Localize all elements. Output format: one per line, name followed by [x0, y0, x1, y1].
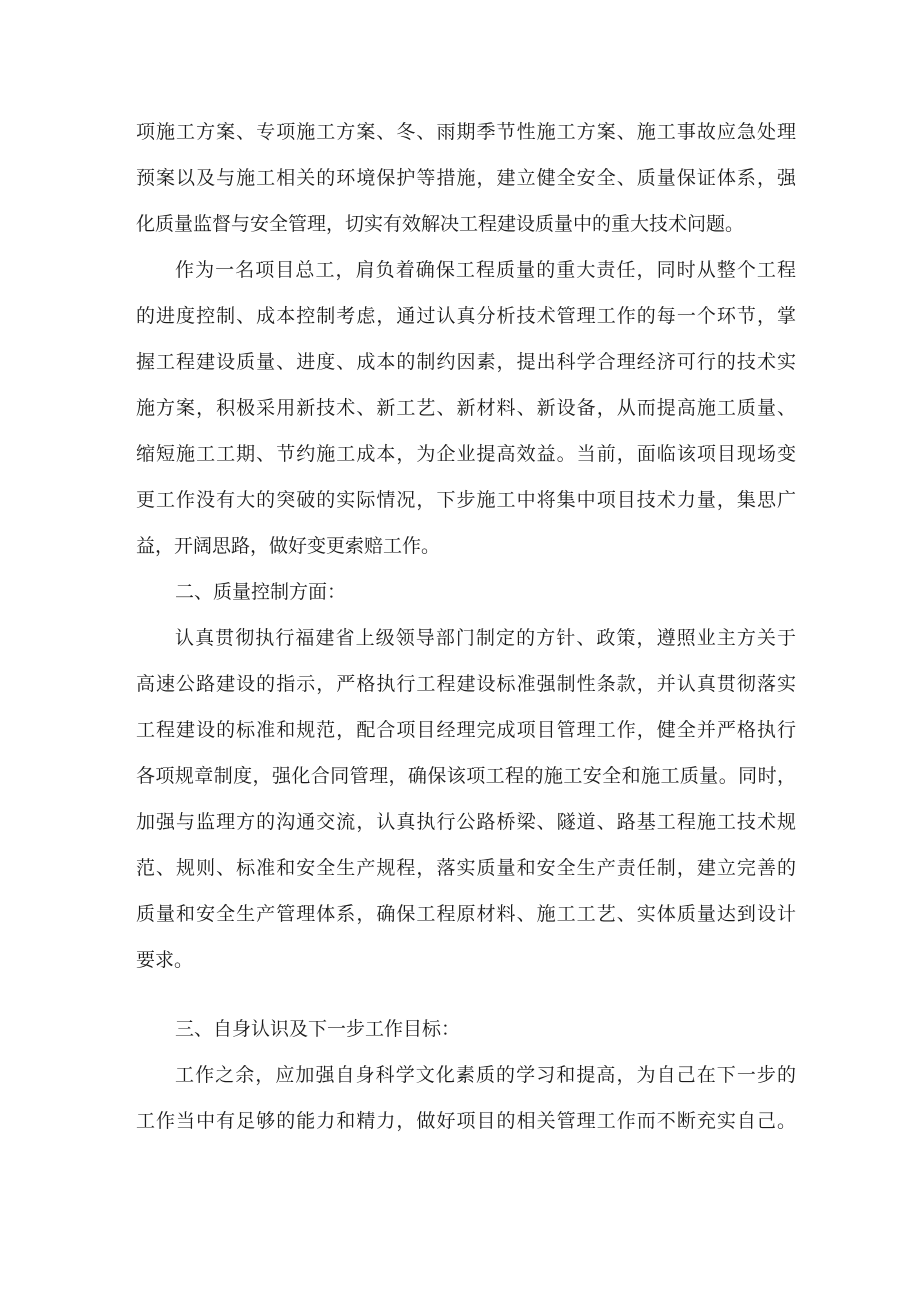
paragraph-2-line: 握工程建设质量、进度、成本的制约因素，提出科学合理经济可行的技术实: [136, 351, 796, 373]
paragraph-1-line: 化质量监督与安全管理，切实有效解决工程建设质量中的重大技术问题。: [136, 213, 745, 235]
paragraph-2-line: 缩短施工工期、节约施工成本，为企业提高效益。当前，面临该项目现场变: [136, 443, 796, 465]
paragraph-3-line: 工程建设的标准和规范，配合项目经理完成项目管理工作，健全并严格执行: [136, 719, 796, 741]
paragraph-3-line: 认真贯彻执行福建省上级领导部门制定的方针、政策，遵照业主方关于: [175, 627, 796, 649]
paragraph-3-line: 质量和安全生产管理体系，确保工程原材料、施工工艺、实体质量达到设计: [136, 903, 796, 925]
paragraph-2-line: 的进度控制、成本控制考虑，通过认真分析技术管理工作的每一个环节，掌: [136, 305, 796, 327]
paragraph-1-line: 项施工方案、专项施工方案、冬、雨期季节性施工方案、施工事故应急处理: [136, 121, 796, 143]
paragraph-2-line: 益，开阔思路，做好变更索赔工作。: [136, 535, 441, 557]
section-heading-quality-control: 二、质量控制方面：: [175, 581, 347, 603]
section-heading-self-assessment: 三、自身认识及下一步工作目标：: [175, 1018, 461, 1040]
paragraph-3-line: 各项规章制度，强化合同管理，确保该项工程的施工安全和施工质量。同时，: [136, 765, 796, 787]
paragraph-2-line: 施方案，积极采用新技术、新工艺、新材料、新设备，从而提高施工质量、: [136, 397, 796, 419]
paragraph-3-line: 高速公路建设的指示，严格执行工程建设标准强制性条款，并认真贯彻落实: [136, 673, 796, 695]
paragraph-1-line: 预案以及与施工相关的环境保护等措施，建立健全安全、质量保证体系，强: [136, 167, 796, 189]
paragraph-2-line: 更工作没有大的突破的实际情况，下步施工中将集中项目技术力量，集思广: [136, 489, 796, 511]
paragraph-4-line: 工作之余，应加强自身科学文化素质的学习和提高，为自己在下一步的: [175, 1064, 796, 1086]
paragraph-3-line: 要求。: [136, 949, 194, 971]
paragraph-3-line: 范、规则、标准和安全生产规程，落实质量和安全生产责任制，建立完善的: [136, 857, 796, 879]
paragraph-4-line: 工作当中有足够的能力和精力，做好项目的相关管理工作而不断充实自己。: [136, 1110, 796, 1132]
paragraph-2-line: 作为一名项目总工，肩负着确保工程质量的重大责任，同时从整个工程: [175, 259, 796, 281]
paragraph-3-line: 加强与监理方的沟通交流，认真执行公路桥梁、隧道、路基工程施工技术规: [136, 811, 796, 833]
